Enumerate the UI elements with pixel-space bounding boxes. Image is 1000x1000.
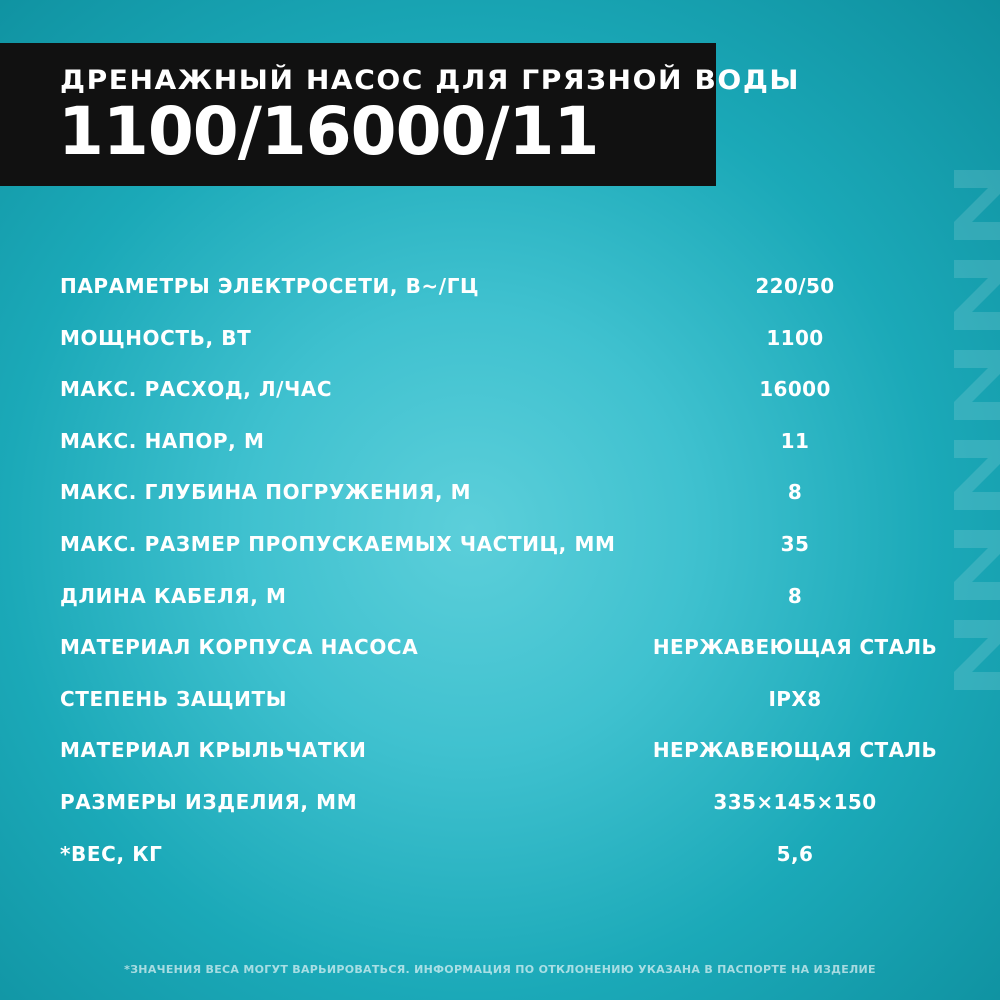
spec-label: МАТЕРИАЛ КОРПУСА НАСОСА bbox=[60, 635, 419, 660]
spec-row-impeller-material bbox=[0, 725, 1000, 777]
spec-value: 16000 bbox=[759, 377, 831, 402]
product-model-title: 1100/16000/11 bbox=[58, 93, 599, 170]
spec-label: ПАРАМЕТРЫ ЭЛЕКТРОСЕТИ, В~/ГЦ bbox=[60, 274, 480, 298]
spec-row-weight bbox=[0, 829, 1000, 881]
spec-value: 335×145×150 bbox=[713, 789, 877, 814]
spec-value: 8 bbox=[787, 480, 803, 505]
spec-row-max-depth bbox=[0, 467, 1000, 519]
spec-value: 11 bbox=[780, 428, 810, 453]
spec-label: *ВЕС, КГ bbox=[60, 841, 163, 866]
spec-label: МАКС. ГЛУБИНА ПОГРУЖЕНИЯ, М bbox=[60, 480, 472, 505]
weight-disclaimer-footnote: *ЗНАЧЕНИЯ ВЕСА МОГУТ ВАРЬИРОВАТЬСЯ. ИНФОРМАЦИЯ ПО ОТКЛОНЕНИЮ УКАЗАНА В ПАСПОРТЕ НА ИЗДЕЛИЕ bbox=[124, 963, 876, 976]
spec-label: СТЕПЕНЬ ЗАЩИТЫ bbox=[60, 686, 288, 711]
spec-row-max-flow bbox=[0, 364, 1000, 416]
spec-row-dimensions bbox=[0, 777, 1000, 829]
spec-label: ДЛИНА КАБЕЛЯ, М bbox=[60, 583, 287, 608]
spec-value: НЕРЖАВЕЮЩАЯ СТАЛЬ bbox=[652, 635, 938, 660]
spec-label: МАТЕРИАЛ КРЫЛЬЧАТКИ bbox=[60, 738, 367, 763]
spec-label: МАКС. РАСХОД, Л/ЧАС bbox=[60, 377, 333, 402]
spec-row-power bbox=[0, 313, 1000, 365]
product-type-subtitle: ДРЕНАЖНЫЙ НАСОС ДЛЯ ГРЯЗНОЙ ВОДЫ bbox=[60, 65, 801, 96]
spec-value: 5,6 bbox=[776, 841, 814, 866]
spec-value: 220/50 bbox=[755, 274, 835, 298]
spec-label: МОЩНОСТЬ, ВТ bbox=[60, 325, 252, 350]
spec-row-housing-material bbox=[0, 622, 1000, 674]
spec-value: 1100 bbox=[766, 325, 824, 350]
spec-row-protection-class bbox=[0, 674, 1000, 726]
spec-row-power-grid bbox=[0, 261, 1000, 313]
spec-label: МАКС. РАЗМЕР ПРОПУСКАЕМЫХ ЧАСТИЦ, ММ bbox=[60, 531, 616, 556]
spec-row-cable-length bbox=[0, 571, 1000, 623]
spec-label: МАКС. НАПОР, М bbox=[60, 428, 265, 453]
spec-value: IPX8 bbox=[768, 686, 822, 711]
spec-value: 35 bbox=[780, 531, 810, 556]
specifications-table bbox=[0, 261, 1000, 880]
spec-label: РАЗМЕРЫ ИЗДЕЛИЯ, ММ bbox=[60, 789, 358, 814]
spec-value: НЕРЖАВЕЮЩАЯ СТАЛЬ bbox=[652, 738, 938, 763]
spec-row-max-head bbox=[0, 416, 1000, 468]
spec-row-particle-size bbox=[0, 519, 1000, 571]
spec-value: 8 bbox=[787, 583, 803, 608]
